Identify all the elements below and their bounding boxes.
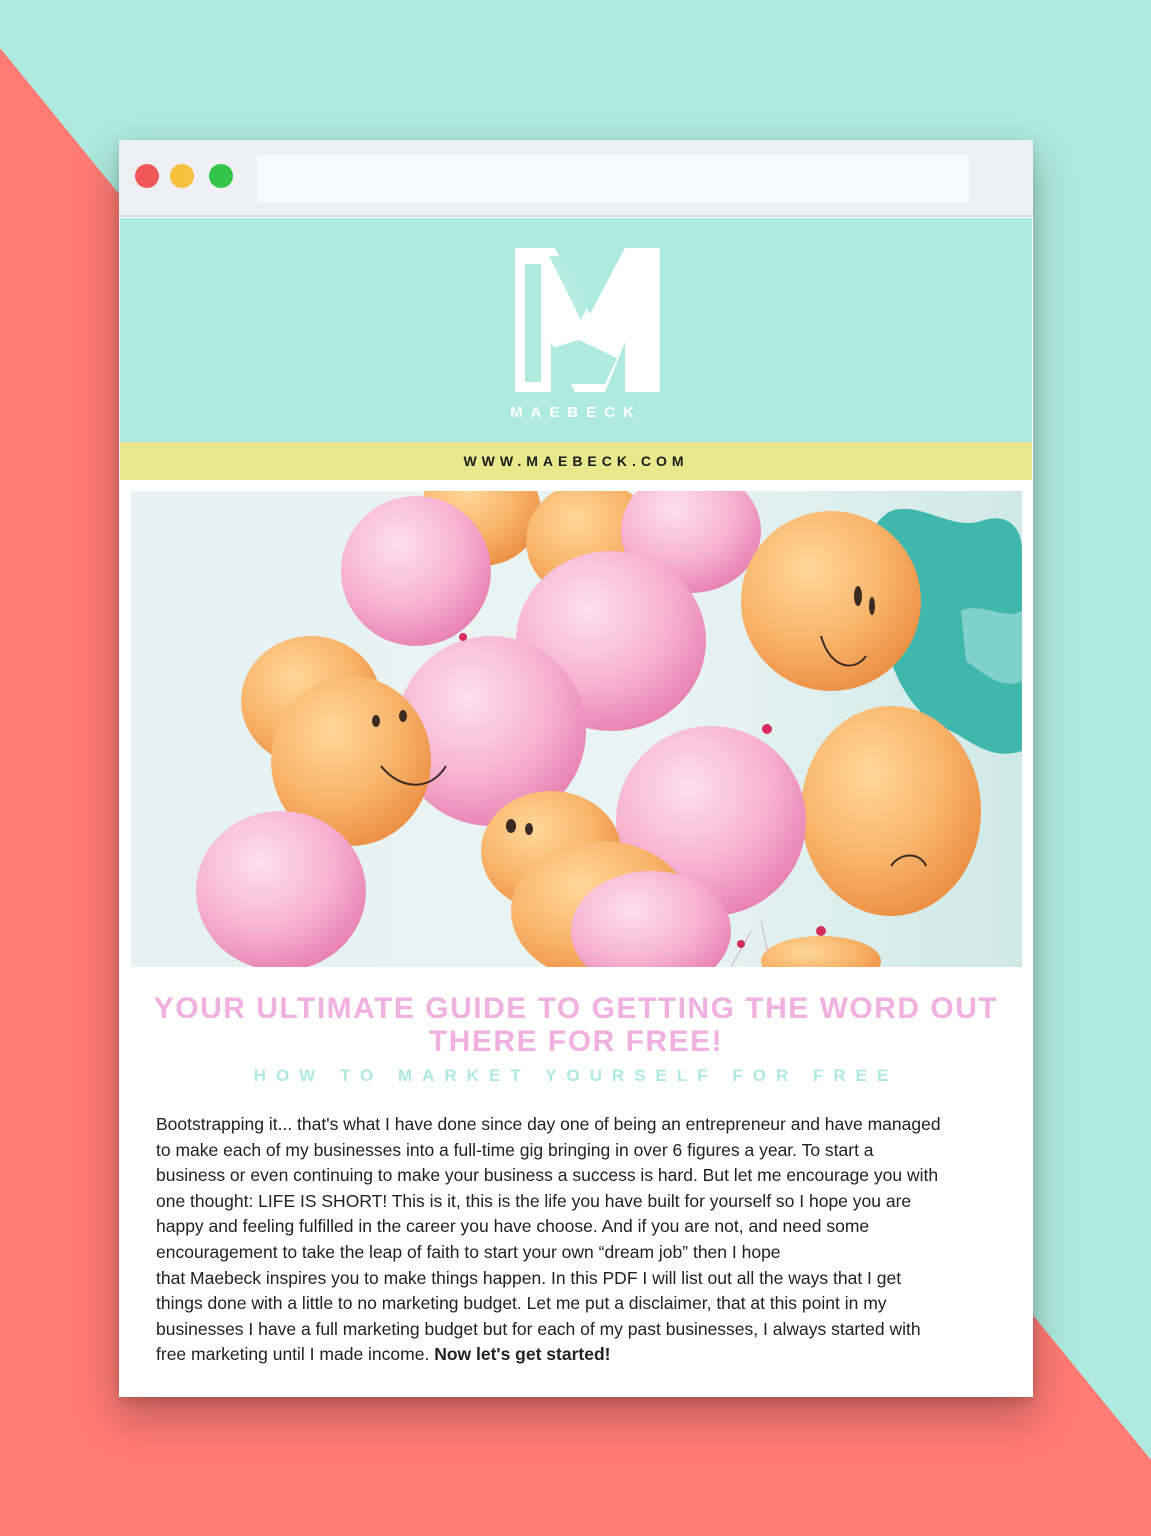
browser-titlebar bbox=[119, 140, 1033, 217]
body-line: that Maebeck inspires you to make things happen. In this PDF I will list out all the ways that I get bbox=[156, 1267, 902, 1288]
maximize-dot[interactable] bbox=[209, 164, 233, 188]
website-url[interactable]: WWW.MAEBECK.COM bbox=[120, 442, 1032, 480]
logo-wordmark: MAEBECK bbox=[510, 404, 642, 421]
address-bar[interactable] bbox=[257, 155, 969, 203]
smiley-balloons-photo bbox=[131, 491, 1022, 967]
body-line: encouragement to take the leap of faith to start your own “dream job” then I hope bbox=[156, 1241, 781, 1262]
header-banner bbox=[120, 218, 1032, 442]
close-dot[interactable] bbox=[135, 164, 159, 188]
article-body bbox=[156, 1112, 996, 1368]
body-line: Bootstrapping it... that's what I have done since day one of being an entrepreneur and have managed bbox=[156, 1114, 941, 1134]
m-monogram-icon bbox=[513, 242, 663, 402]
body-line: businesses I have a full marketing budget but for each of my past businesses, I always started with bbox=[156, 1318, 921, 1339]
body-line: one thought: LIFE IS SHORT! This is it, this is the life you have built for yourself so I hope you are bbox=[156, 1190, 912, 1211]
body-line: business or even continuing to make your business a success is hard. But let me encourage you with bbox=[156, 1165, 939, 1186]
body-line: happy and feeling fulfilled in the career you have choose. And if you are not, and need some bbox=[156, 1216, 870, 1237]
body-closing-bold: Now let's get started! bbox=[434, 1344, 611, 1365]
minimize-dot[interactable] bbox=[170, 164, 194, 188]
browser-window bbox=[119, 140, 1033, 1397]
article-subtitle: HOW TO MARKET YOURSELF FOR FREE bbox=[253, 1066, 899, 1085]
body-last-text: free marketing until I made income. bbox=[156, 1344, 435, 1365]
body-line: to make each of my businesses into a full-time gig bringing in over 6 figures a year. To start a bbox=[156, 1139, 874, 1160]
article-title: YOUR ULTIMATE GUIDE TO GETTING THE WORD OUT THERE FOR FREE! bbox=[153, 992, 999, 1058]
body-line: things done with a little to no marketing budget. Let me put a disclaimer, that at this point in my bbox=[156, 1293, 887, 1314]
body-line-last bbox=[156, 1342, 996, 1368]
